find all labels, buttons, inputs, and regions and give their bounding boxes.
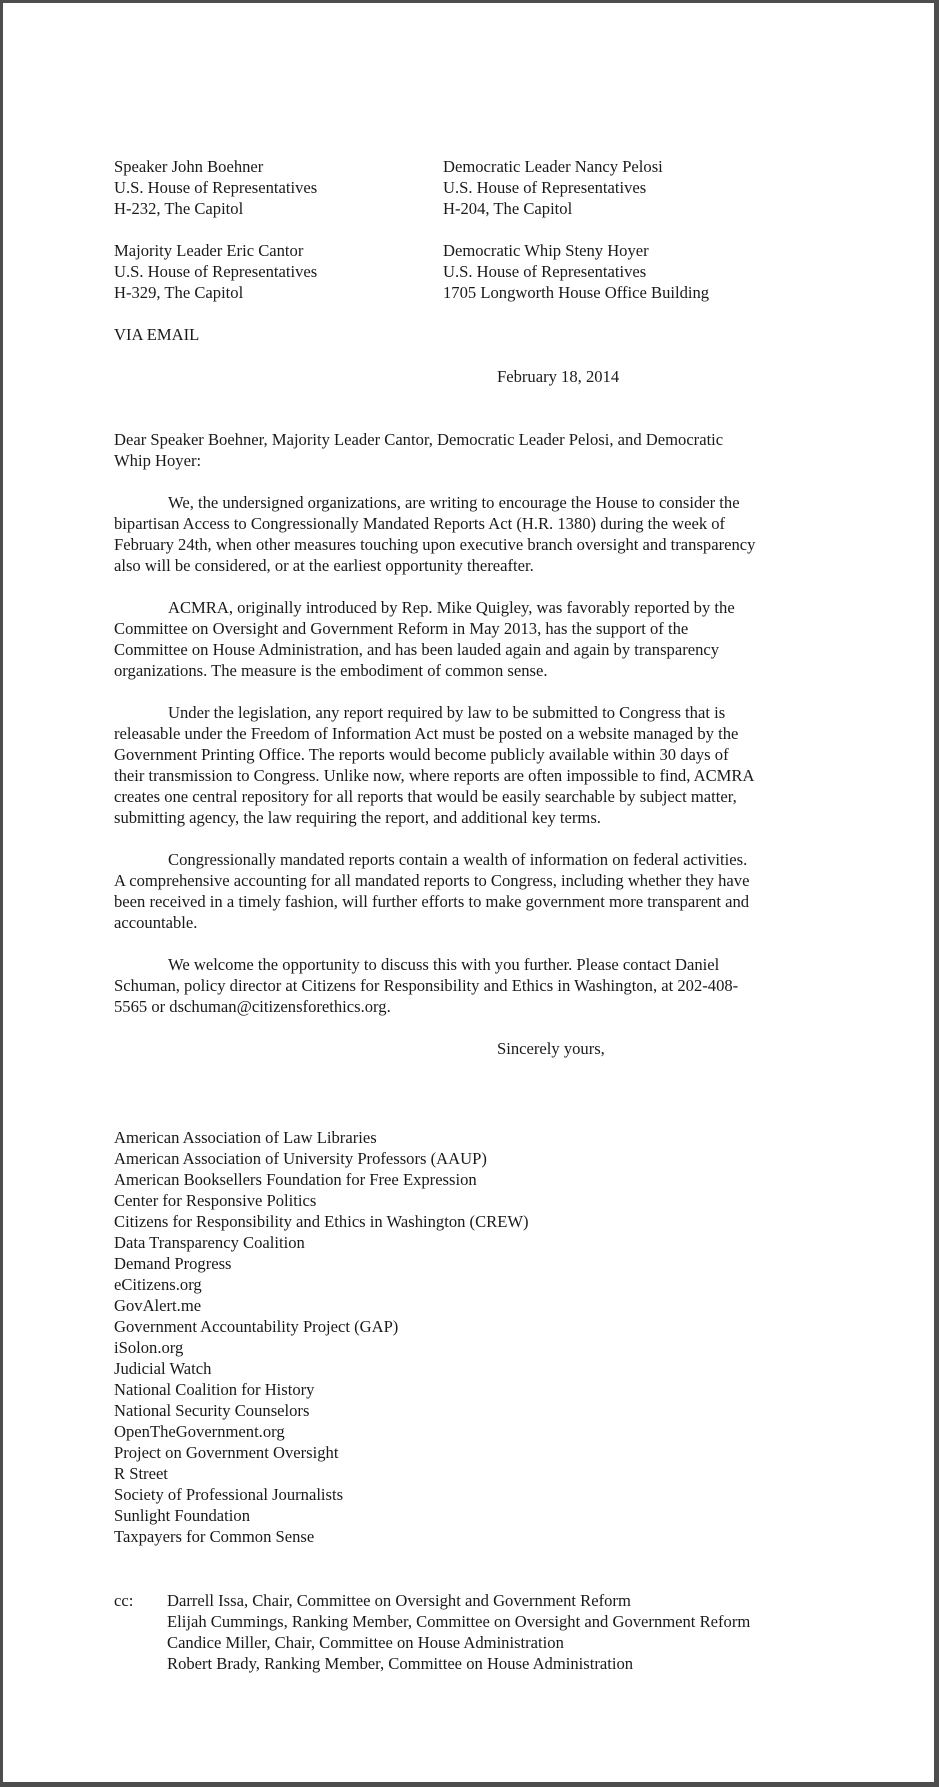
body-paragraph-4	[114, 849, 834, 933]
addressee-line: Speaker John Boehner	[114, 157, 264, 176]
salutation	[114, 429, 834, 471]
signatory-item: National Security Counselors	[114, 1401, 310, 1420]
signatory-item: GovAlert.me	[114, 1296, 202, 1315]
paragraph-line: releasable under the Freedom of Information Act must be posted on a website managed by the	[114, 724, 739, 743]
paragraph-line: ACMRA, originally introduced by Rep. Mike Quigley, was favorably reported by the	[168, 598, 735, 617]
signatory-item: Data Transparency Coalition	[114, 1233, 305, 1252]
signatory-item: Government Accountability Project (GAP)	[114, 1317, 399, 1336]
signatory-item: American Association of University Professors (AAUP)	[114, 1149, 487, 1168]
signatory-item: Society of Professional Journalists	[114, 1485, 344, 1504]
cc-recipient: Darrell Issa, Chair, Committee on Oversight and Government Reform	[167, 1591, 631, 1610]
signatory-item: OpenTheGovernment.org	[114, 1422, 285, 1441]
addressee-line: Democratic Whip Steny Hoyer	[443, 241, 649, 260]
addressee-line: Democratic Leader Nancy Pelosi	[443, 157, 663, 176]
signatory-list	[114, 1127, 529, 1547]
paragraph-line: Committee on House Administration, and has been lauded again and again by transparency	[114, 640, 720, 659]
signatory-item: American Association of Law Libraries	[114, 1128, 377, 1147]
signatory-item: Taxpayers for Common Sense	[114, 1527, 315, 1546]
signatory-item: Center for Responsive Politics	[114, 1191, 317, 1210]
cc-recipient: Elijah Cummings, Ranking Member, Committee on Oversight and Government Reform	[167, 1612, 751, 1631]
signatory-item: Judicial Watch	[114, 1359, 212, 1378]
signatory-item: Project on Government Oversight	[114, 1443, 339, 1462]
delivery-method: VIA EMAIL	[114, 325, 200, 344]
body-paragraph-5	[114, 954, 834, 1017]
addressee-line: U.S. House of Representatives	[114, 178, 318, 197]
signatory-item: Citizens for Responsibility and Ethics in Washington (CREW)	[114, 1212, 529, 1231]
paragraph-line: We, the undersigned organizations, are writing to encourage the House to consider the	[168, 493, 740, 512]
paragraph-line: accountable.	[114, 913, 198, 932]
paragraph-line: Committee on Oversight and Government Reform in May 2013, has the support of the	[114, 619, 689, 638]
letter-page	[3, 3, 934, 1782]
paragraph-line: A comprehensive accounting for all mandated reports to Congress, including whether they have	[114, 871, 750, 890]
body-paragraph-2	[114, 597, 834, 681]
cc-label: cc:	[114, 1591, 134, 1610]
paragraph-line: Government Printing Office. The reports would become publicly available within 30 days of	[114, 745, 729, 764]
cc-recipient: Candice Miller, Chair, Committee on House Administration	[167, 1633, 564, 1652]
paragraph-line: bipartisan Access to Congressionally Mandated Reports Act (H.R. 1380) during the week of	[114, 514, 726, 533]
paragraph-line: submitting agency, the law requiring the report, and additional key terms.	[114, 808, 601, 827]
paragraph-line: been received in a timely fashion, will further efforts to make government more transparent and	[114, 892, 750, 911]
addressee-hoyer	[443, 240, 709, 303]
letter-date: February 18, 2014	[497, 367, 620, 386]
paragraph-line: also will be considered, or at the earliest opportunity thereafter.	[114, 556, 534, 575]
signatory-item: American Booksellers Foundation for Free Expression	[114, 1170, 477, 1189]
addressee-line: U.S. House of Representatives	[443, 262, 647, 281]
paragraph-line: 5565 or dschuman@citizensforethics.org.	[114, 997, 391, 1016]
paragraph-line: Congressionally mandated reports contain a wealth of information on federal activities.	[168, 850, 748, 869]
salutation-line: Whip Hoyer:	[114, 451, 202, 470]
signatory-item: eCitizens.org	[114, 1275, 202, 1294]
addressee-line: U.S. House of Representatives	[443, 178, 647, 197]
addressee-boehner	[114, 156, 317, 219]
signatory-item: R Street	[114, 1464, 168, 1483]
addressee-line: 1705 Longworth House Office Building	[443, 283, 710, 302]
paragraph-line: creates one central repository for all reports that would be easily searchable by subject matter,	[114, 787, 737, 806]
signatory-item: Sunlight Foundation	[114, 1506, 250, 1525]
paragraph-line: Schuman, policy director at Citizens for Responsibility and Ethics in Washington, at 202-408-	[114, 976, 739, 995]
paragraph-line: February 24th, when other measures touching upon executive branch oversight and transparency	[114, 535, 756, 554]
body-paragraph-1	[114, 492, 834, 576]
signatory-item: Demand Progress	[114, 1254, 232, 1273]
signatory-item: iSolon.org	[114, 1338, 184, 1357]
addressee-pelosi	[443, 156, 663, 219]
closing: Sincerely yours,	[497, 1039, 605, 1058]
addressee-line: H-204, The Capitol	[443, 199, 573, 218]
addressee-line: U.S. House of Representatives	[114, 262, 318, 281]
cc-recipient: Robert Brady, Ranking Member, Committee on House Administration	[167, 1654, 634, 1673]
paragraph-line: organizations. The measure is the embodiment of common sense.	[114, 661, 548, 680]
salutation-line: Dear Speaker Boehner, Majority Leader Cantor, Democratic Leader Pelosi, and Democratic	[114, 430, 724, 449]
signatory-item: National Coalition for History	[114, 1380, 315, 1399]
cc-recipients	[167, 1590, 750, 1674]
paragraph-line: We welcome the opportunity to discuss this with you further. Please contact Daniel	[168, 955, 720, 974]
paragraph-line: Under the legislation, any report required by law to be submitted to Congress that is	[168, 703, 726, 722]
addressee-line: Majority Leader Eric Cantor	[114, 241, 304, 260]
addressee-line: H-232, The Capitol	[114, 199, 244, 218]
body-paragraph-3	[114, 702, 834, 828]
paragraph-line: their transmission to Congress. Unlike now, where reports are often impossible to find, ACMRA	[114, 766, 755, 785]
addressee-cantor	[114, 240, 317, 303]
addressee-line: H-329, The Capitol	[114, 283, 244, 302]
